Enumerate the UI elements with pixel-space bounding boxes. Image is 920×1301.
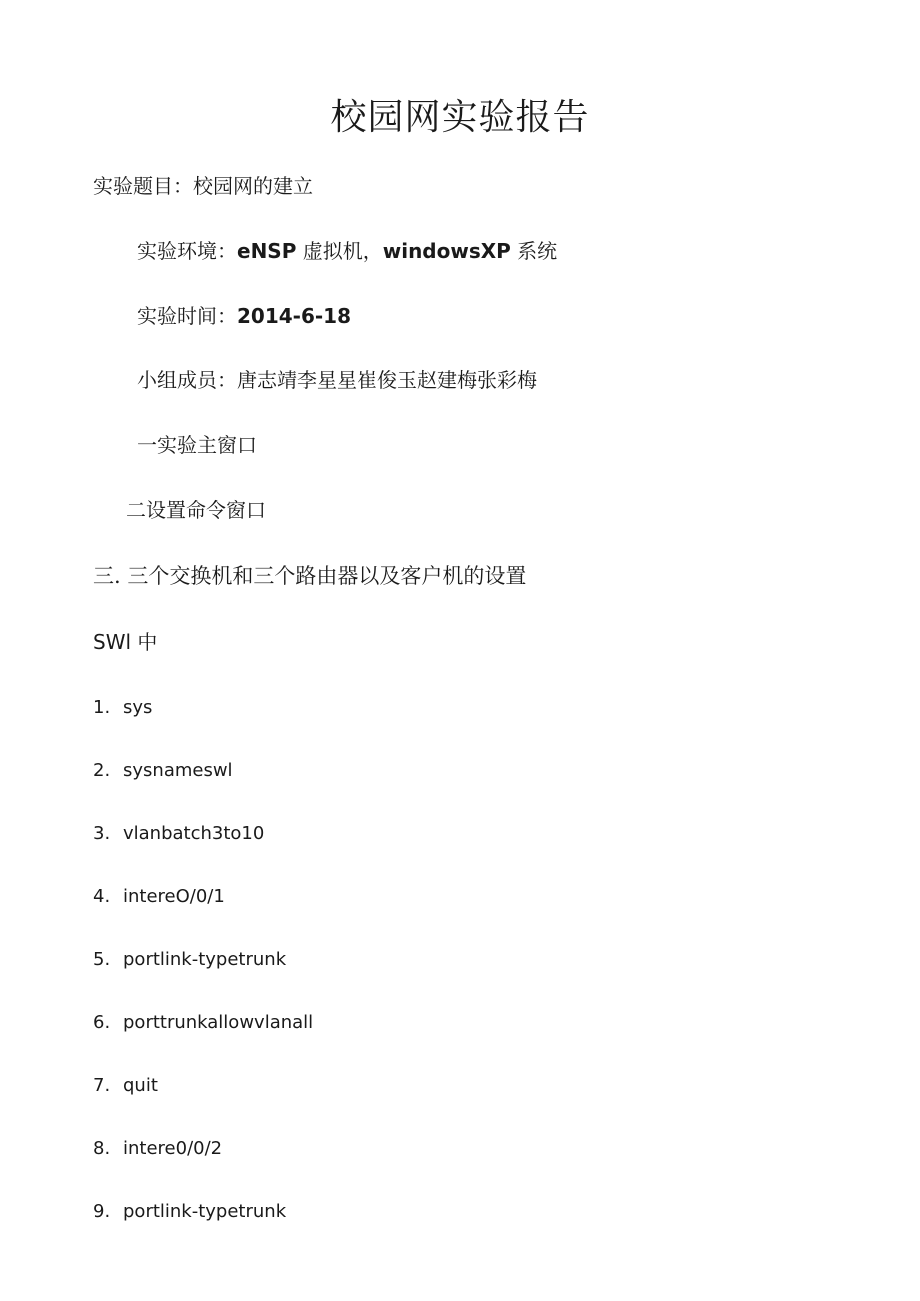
section-heading-3: 三. 三个交换机和三个路由器以及客户机的设置 — [93, 564, 527, 588]
switch-name: SWl — [93, 630, 132, 654]
command-text: porttrunkallowvlanall — [123, 1012, 314, 1033]
list-item — [93, 825, 264, 843]
list-item — [93, 951, 286, 969]
list-item — [93, 1203, 286, 1221]
list-number: 4. — [93, 886, 111, 907]
document-title: 校园网实验报告 — [330, 97, 590, 138]
list-number: 8. — [93, 1138, 111, 1159]
group-members: 小组成员：唐志靖李星星崔俊玉赵建梅张彩梅 — [137, 368, 537, 392]
list-number: 5. — [93, 949, 111, 970]
list-number: 3. — [93, 823, 111, 844]
section-heading-2: 二设置命令窗口 — [126, 498, 266, 522]
list-number: 9. — [93, 1201, 111, 1222]
command-text: sys — [123, 697, 153, 718]
list-number: 6. — [93, 1012, 111, 1033]
list-number: 2. — [93, 760, 111, 781]
switch-suffix: 中 — [131, 630, 158, 654]
command-text: intereO/0/1 — [123, 886, 225, 907]
time-value: 2014-6-18 — [237, 304, 352, 328]
env-software: eNSP — [237, 239, 297, 263]
time-label: 实验时间： — [137, 304, 237, 328]
list-item — [93, 1014, 313, 1032]
env-os: windowsXP — [382, 239, 511, 263]
experiment-environment — [137, 241, 557, 261]
command-text: sysnameswl — [123, 760, 233, 781]
command-text: portlink-typetrunk — [123, 949, 287, 970]
list-number: 1. — [93, 697, 111, 718]
env-text-2: 系统 — [510, 239, 558, 263]
section-heading-1: 一实验主窗口 — [137, 433, 257, 457]
list-item — [93, 1140, 222, 1158]
command-text: quit — [123, 1075, 158, 1096]
env-label: 实验环境： — [137, 239, 237, 263]
list-number: 7. — [93, 1075, 111, 1096]
list-item — [93, 699, 152, 717]
command-text: intere0∕0∕2 — [123, 1138, 223, 1159]
command-text: portlink-typetrunk — [123, 1201, 287, 1222]
switch-heading — [93, 632, 157, 652]
list-item — [93, 888, 225, 906]
list-item — [93, 762, 233, 780]
command-text: vlanbatch3to10 — [123, 823, 265, 844]
experiment-time — [137, 306, 351, 326]
env-text-1: 虚拟机， — [296, 239, 383, 263]
experiment-subject: 实验题目：校园网的建立 — [93, 174, 313, 198]
list-item — [93, 1077, 158, 1095]
